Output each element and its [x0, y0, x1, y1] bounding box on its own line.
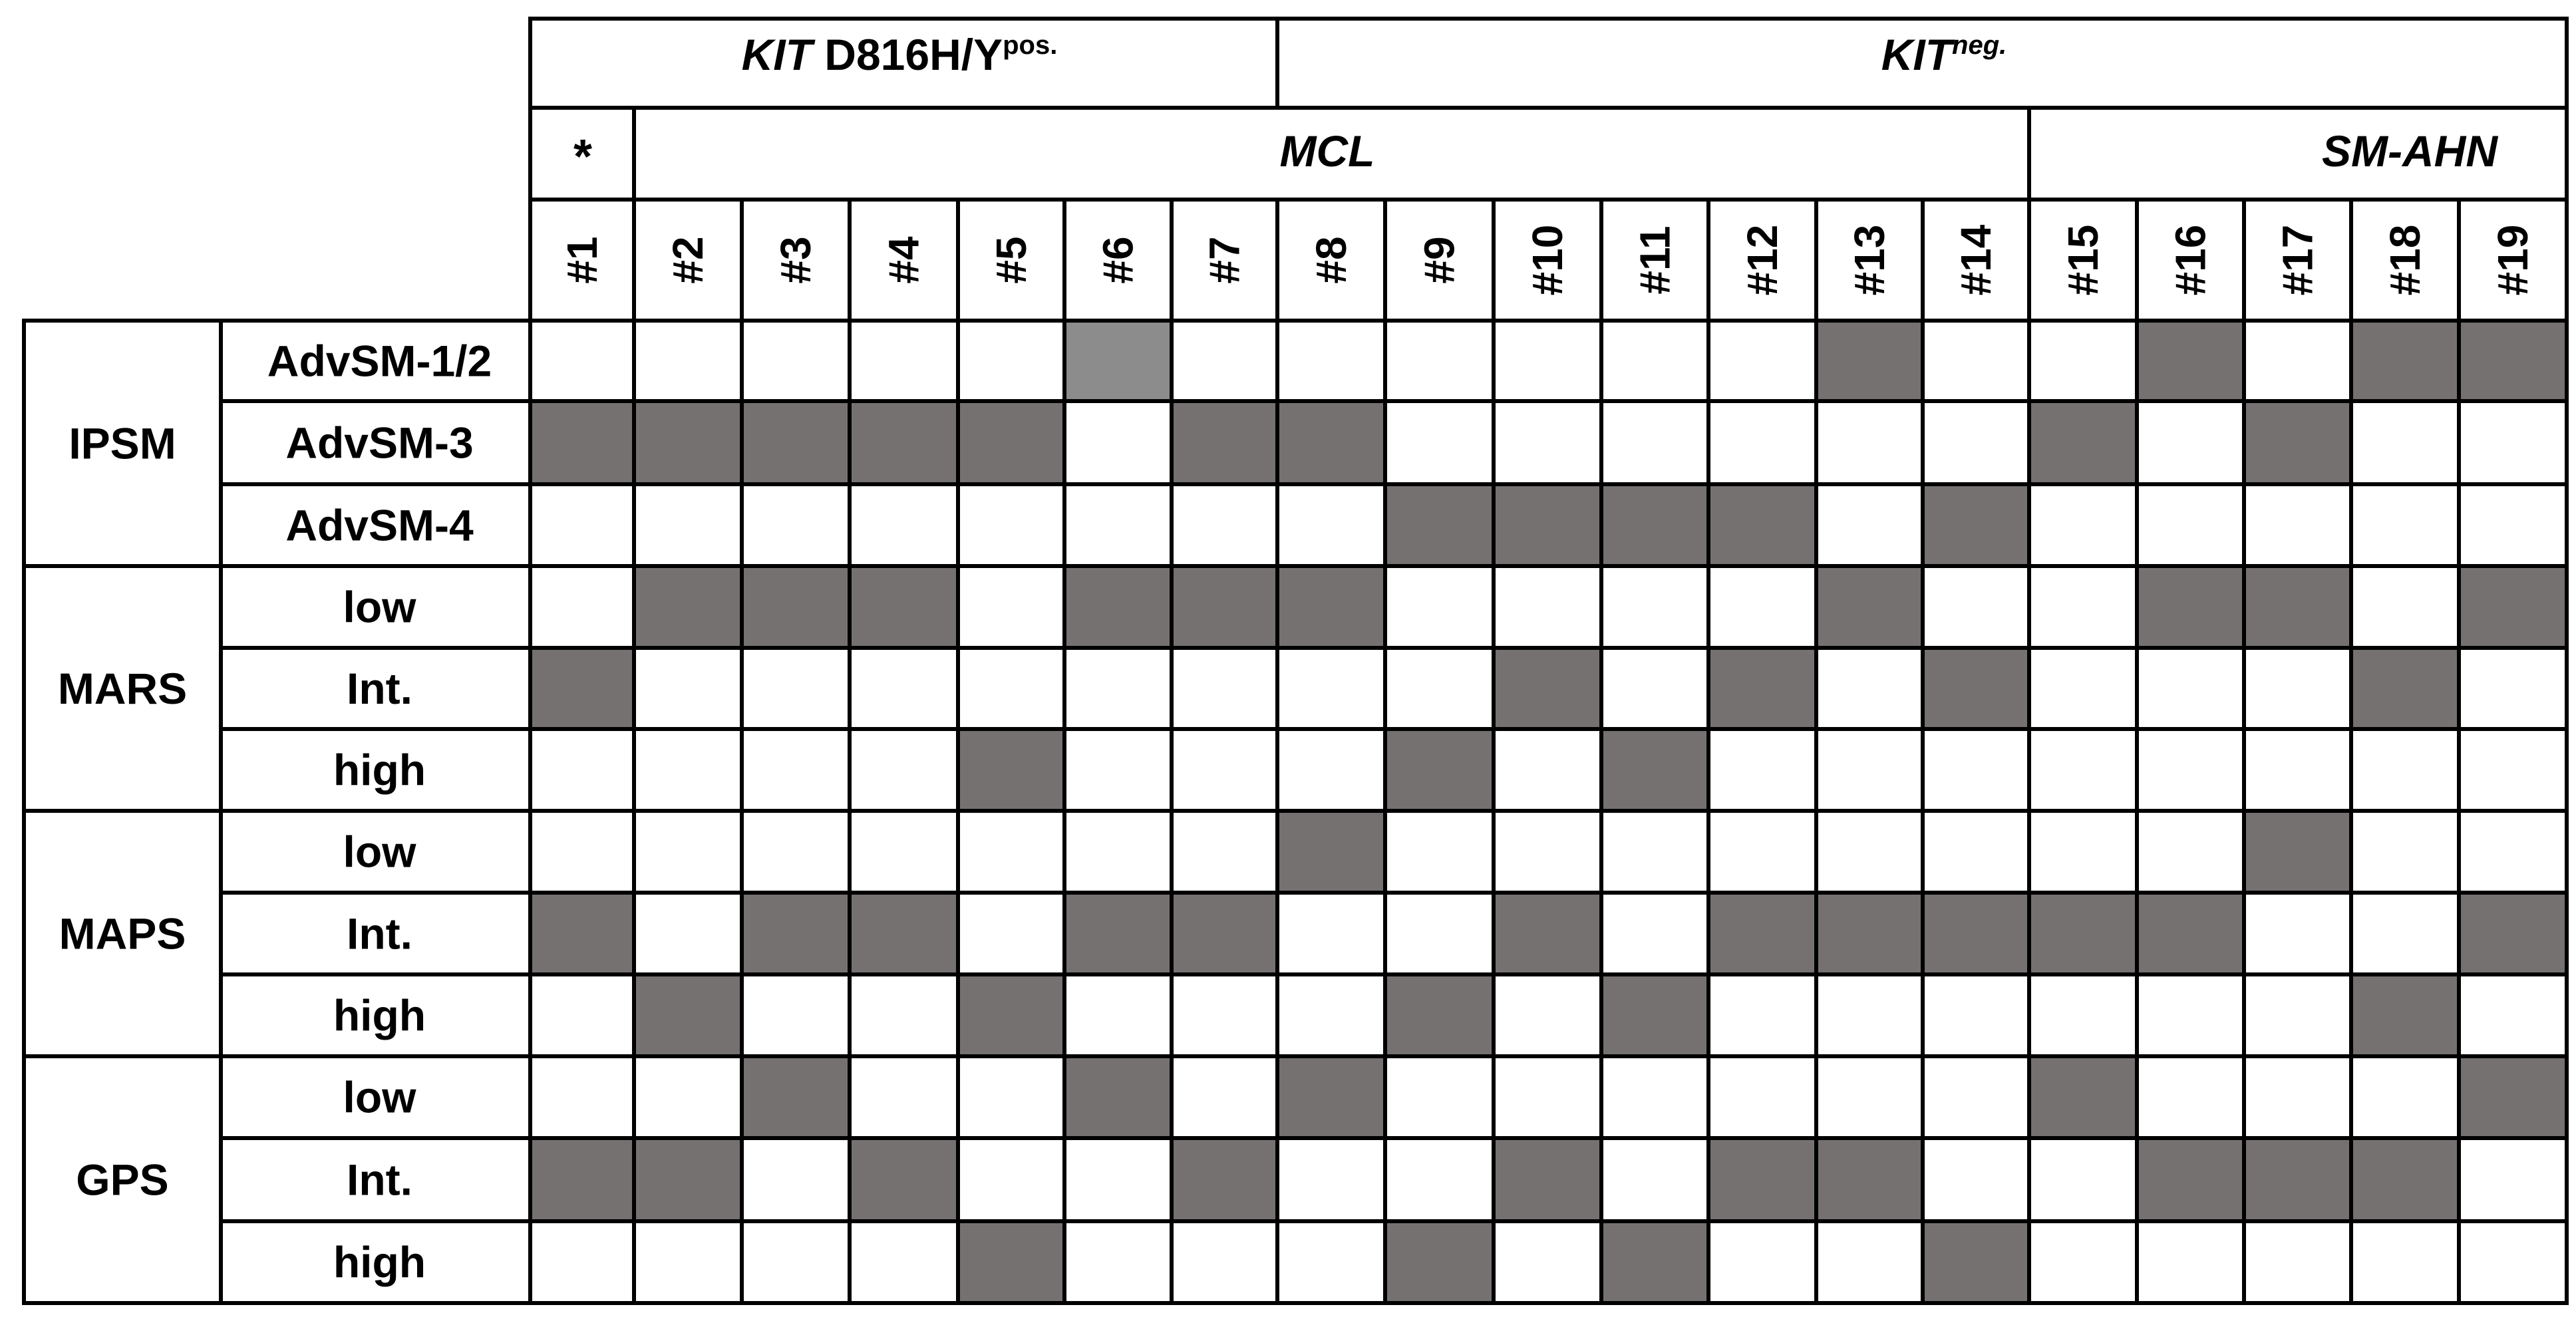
- cell-ipsm-0-4: [850, 321, 958, 401]
- cell-ipsm-2-1: [530, 484, 634, 566]
- cell-maps-2-18: [2351, 974, 2459, 1056]
- cell-gps-2-13: [1816, 1221, 1923, 1303]
- cell-mars-1-2: [634, 648, 742, 729]
- cell-mars-1-15: [2029, 648, 2137, 729]
- cell-gps-2-17: [2244, 1221, 2351, 1303]
- cell-maps-2-5: [958, 974, 1064, 1056]
- cell-gps-0-3: [742, 1056, 850, 1138]
- cell-gps-0-2: [634, 1056, 742, 1138]
- cell-maps-0-15: [2029, 811, 2137, 893]
- row-label: high: [333, 745, 426, 795]
- cell-gps-0-1: [530, 1056, 634, 1138]
- cell-ipsm-1-5: [958, 401, 1064, 484]
- cell-maps-1-2: [634, 893, 742, 974]
- asterisk-header: *: [573, 130, 593, 184]
- cell-ipsm-0-15: [2029, 321, 2137, 401]
- cell-ipsm-2-11: [1601, 484, 1708, 566]
- cell-mars-1-9: [1385, 648, 1494, 729]
- cell-ipsm-1-4: [850, 401, 958, 484]
- cell-gps-2-15: [2029, 1221, 2137, 1303]
- cell-maps-1-10: [1494, 893, 1601, 974]
- cell-maps-0-5: [958, 811, 1064, 893]
- cell-gps-2-4: [850, 1221, 958, 1303]
- cell-maps-0-4: [850, 811, 958, 893]
- cell-maps-2-4: [850, 974, 958, 1056]
- cell-ipsm-2-5: [958, 484, 1064, 566]
- cell-gps-1-8: [1277, 1138, 1385, 1221]
- cell-mars-2-7: [1172, 729, 1277, 811]
- cell-gps-2-3: [742, 1221, 850, 1303]
- cell-ipsm-2-6: [1064, 484, 1172, 566]
- cell-maps-0-8: [1277, 811, 1385, 893]
- cell-maps-0-11: [1601, 811, 1708, 893]
- kit-positive-mutation: D816H/Y: [812, 30, 1003, 79]
- cell-gps-1-16: [2137, 1138, 2244, 1221]
- cell-gps-0-10: [1494, 1056, 1601, 1138]
- cell-mars-2-16: [2137, 729, 2244, 811]
- kit-positive-superscript: pos.: [1003, 31, 1058, 60]
- cell-mars-1-3: [742, 648, 850, 729]
- cell-ipsm-0-7: [1172, 321, 1277, 401]
- case-label: #17: [2273, 224, 2322, 296]
- cell-gps-2-18: [2351, 1221, 2459, 1303]
- cell-gps-0-12: [1708, 1056, 1816, 1138]
- cell-mars-0-10: [1494, 566, 1601, 648]
- cell-gps-0-5: [958, 1056, 1064, 1138]
- cell-gps-1-17: [2244, 1138, 2351, 1221]
- cell-maps-0-7: [1172, 811, 1277, 893]
- cell-maps-2-14: [1923, 974, 2029, 1056]
- cell-mars-2-11: [1601, 729, 1708, 811]
- cell-mars-0-5: [958, 566, 1064, 648]
- cell-mars-2-8: [1277, 729, 1385, 811]
- cell-mars-1-8: [1277, 648, 1385, 729]
- cell-ipsm-0-11: [1601, 321, 1708, 401]
- cell-ipsm-2-12: [1708, 484, 1816, 566]
- row-label: Int.: [347, 1155, 412, 1205]
- cell-gps-1-19: [2459, 1138, 2567, 1221]
- cell-ipsm-2-9: [1385, 484, 1494, 566]
- cell-gps-0-13: [1816, 1056, 1923, 1138]
- cell-mars-0-3: [742, 566, 850, 648]
- cell-maps-1-8: [1277, 893, 1385, 974]
- row-label: AdvSM-1/2: [267, 336, 492, 386]
- cell-maps-2-11: [1601, 974, 1708, 1056]
- cell-gps-0-19: [2459, 1056, 2567, 1138]
- cell-mars-1-1: [530, 648, 634, 729]
- kit-negative-header: [1881, 30, 2007, 79]
- cell-maps-2-13: [1816, 974, 1923, 1056]
- cell-mars-2-17: [2244, 729, 2351, 811]
- cell-gps-1-3: [742, 1138, 850, 1221]
- case-label: #2: [664, 236, 712, 284]
- cell-gps-0-15: [2029, 1056, 2137, 1138]
- kit-positive-header: [742, 30, 1058, 79]
- cell-mars-2-10: [1494, 729, 1601, 811]
- cell-mars-0-13: [1816, 566, 1923, 648]
- row-label: AdvSM-3: [285, 418, 474, 468]
- case-label: #1: [558, 236, 606, 284]
- cell-maps-2-3: [742, 974, 850, 1056]
- cell-gps-0-4: [850, 1056, 958, 1138]
- cell-ipsm-2-14: [1923, 484, 2029, 566]
- cell-ipsm-1-8: [1277, 401, 1385, 484]
- kit-positive-gene: KIT: [741, 30, 812, 79]
- cell-ipsm-1-13: [1816, 401, 1923, 484]
- cell-maps-1-3: [742, 893, 850, 974]
- cell-mars-1-16: [2137, 648, 2244, 729]
- cell-mars-2-9: [1385, 729, 1494, 811]
- cell-ipsm-1-3: [742, 401, 850, 484]
- cell-gps-2-7: [1172, 1221, 1277, 1303]
- cell-mars-0-1: [530, 566, 634, 648]
- cell-ipsm-1-19: [2459, 401, 2567, 484]
- cell-ipsm-1-18: [2351, 401, 2459, 484]
- cell-ipsm-1-16: [2137, 401, 2244, 484]
- cell-ipsm-2-15: [2029, 484, 2137, 566]
- cell-ipsm-2-3: [742, 484, 850, 566]
- group-label: IPSM: [69, 418, 176, 468]
- cell-maps-0-13: [1816, 811, 1923, 893]
- cell-maps-1-16: [2137, 893, 2244, 974]
- group-label: MARS: [57, 664, 188, 713]
- sm-ahn-header: SM-AHN: [2322, 126, 2497, 176]
- cell-mars-0-19: [2459, 566, 2567, 648]
- cell-mars-2-15: [2029, 729, 2137, 811]
- cell-ipsm-1-7: [1172, 401, 1277, 484]
- cell-mars-1-7: [1172, 648, 1277, 729]
- case-label: #15: [2059, 224, 2107, 296]
- cell-maps-1-18: [2351, 893, 2459, 974]
- cell-maps-2-6: [1064, 974, 1172, 1056]
- cell-maps-1-4: [850, 893, 958, 974]
- cell-ipsm-0-13: [1816, 321, 1923, 401]
- cell-ipsm-2-10: [1494, 484, 1601, 566]
- cell-maps-1-1: [530, 893, 634, 974]
- cell-mars-1-13: [1816, 648, 1923, 729]
- cell-gps-1-1: [530, 1138, 634, 1221]
- cell-mars-2-18: [2351, 729, 2459, 811]
- cell-mars-1-11: [1601, 648, 1708, 729]
- cell-ipsm-0-1: [530, 321, 634, 401]
- row-label: low: [343, 1072, 416, 1122]
- cell-gps-0-11: [1601, 1056, 1708, 1138]
- cell-maps-2-2: [634, 974, 742, 1056]
- cell-maps-1-15: [2029, 893, 2137, 974]
- mcl-header: MCL: [1279, 126, 1375, 176]
- cell-maps-0-1: [530, 811, 634, 893]
- cell-gps-2-11: [1601, 1221, 1708, 1303]
- kit-negative-gene: KIT: [1881, 30, 1953, 79]
- row-label: Int.: [347, 664, 412, 713]
- cell-ipsm-1-17: [2244, 401, 2351, 484]
- cell-gps-0-8: [1277, 1056, 1385, 1138]
- case-label: #16: [2166, 224, 2215, 296]
- cell-ipsm-2-13: [1816, 484, 1923, 566]
- cell-gps-1-9: [1385, 1138, 1494, 1221]
- row-label: high: [333, 1237, 426, 1287]
- cell-ipsm-0-5: [958, 321, 1064, 401]
- cell-gps-1-14: [1923, 1138, 2029, 1221]
- cell-ipsm-2-2: [634, 484, 742, 566]
- cell-gps-2-6: [1064, 1221, 1172, 1303]
- case-label: #8: [1307, 236, 1355, 284]
- group-label: GPS: [76, 1155, 169, 1205]
- cell-mars-0-18: [2351, 566, 2459, 648]
- cell-mars-2-1: [530, 729, 634, 811]
- cell-ipsm-0-10: [1494, 321, 1601, 401]
- case-label: #19: [2489, 224, 2537, 296]
- cell-maps-1-19: [2459, 893, 2567, 974]
- cell-gps-2-14: [1923, 1221, 2029, 1303]
- cell-maps-0-16: [2137, 811, 2244, 893]
- cell-gps-0-9: [1385, 1056, 1494, 1138]
- cell-maps-2-16: [2137, 974, 2244, 1056]
- cell-ipsm-1-14: [1923, 401, 2029, 484]
- cell-ipsm-1-1: [530, 401, 634, 484]
- cell-mars-2-12: [1708, 729, 1816, 811]
- cell-ipsm-1-6: [1064, 401, 1172, 484]
- cell-maps-1-7: [1172, 893, 1277, 974]
- cell-ipsm-2-4: [850, 484, 958, 566]
- cell-mars-2-3: [742, 729, 850, 811]
- cell-ipsm-1-9: [1385, 401, 1494, 484]
- cell-ipsm-0-2: [634, 321, 742, 401]
- cell-mars-1-12: [1708, 648, 1816, 729]
- cell-gps-0-17: [2244, 1056, 2351, 1138]
- cell-mars-0-9: [1385, 566, 1494, 648]
- cell-mars-0-11: [1601, 566, 1708, 648]
- cell-ipsm-0-9: [1385, 321, 1494, 401]
- cell-maps-0-17: [2244, 811, 2351, 893]
- cell-maps-1-13: [1816, 893, 1923, 974]
- cell-maps-0-14: [1923, 811, 2029, 893]
- cell-maps-0-6: [1064, 811, 1172, 893]
- cell-mars-0-14: [1923, 566, 2029, 648]
- cell-ipsm-1-12: [1708, 401, 1816, 484]
- cell-ipsm-0-19: [2459, 321, 2567, 401]
- cell-mars-0-2: [634, 566, 742, 648]
- cell-mars-0-8: [1277, 566, 1385, 648]
- cell-mars-0-4: [850, 566, 958, 648]
- cell-maps-2-17: [2244, 974, 2351, 1056]
- cell-maps-1-9: [1385, 893, 1494, 974]
- cell-gps-2-5: [958, 1221, 1064, 1303]
- cell-ipsm-2-8: [1277, 484, 1385, 566]
- case-label: #18: [2381, 224, 2429, 296]
- cell-maps-0-2: [634, 811, 742, 893]
- cell-mars-0-7: [1172, 566, 1277, 648]
- case-label: #14: [1952, 224, 2000, 296]
- cell-maps-2-1: [530, 974, 634, 1056]
- cell-maps-0-10: [1494, 811, 1601, 893]
- cell-maps-1-17: [2244, 893, 2351, 974]
- case-label: #5: [987, 236, 1035, 284]
- cell-ipsm-2-17: [2244, 484, 2351, 566]
- cell-ipsm-1-15: [2029, 401, 2137, 484]
- cell-maps-1-5: [958, 893, 1064, 974]
- cell-maps-2-9: [1385, 974, 1494, 1056]
- cell-maps-2-7: [1172, 974, 1277, 1056]
- cell-ipsm-0-3: [742, 321, 850, 401]
- case-label: #10: [1524, 224, 1571, 296]
- row-label: low: [343, 827, 416, 877]
- cell-gps-0-16: [2137, 1056, 2244, 1138]
- cell-ipsm-1-10: [1494, 401, 1601, 484]
- cell-gps-2-10: [1494, 1221, 1601, 1303]
- cell-gps-1-13: [1816, 1138, 1923, 1221]
- case-label: #3: [772, 236, 820, 284]
- case-label: #6: [1094, 236, 1142, 284]
- cell-ipsm-0-14: [1923, 321, 2029, 401]
- cell-maps-2-15: [2029, 974, 2137, 1056]
- cell-gps-1-2: [634, 1138, 742, 1221]
- cell-maps-2-10: [1494, 974, 1601, 1056]
- cell-maps-1-6: [1064, 893, 1172, 974]
- cell-ipsm-0-17: [2244, 321, 2351, 401]
- cell-gps-2-9: [1385, 1221, 1494, 1303]
- cell-ipsm-1-11: [1601, 401, 1708, 484]
- cell-mars-1-19: [2459, 648, 2567, 729]
- cell-gps-1-10: [1494, 1138, 1601, 1221]
- cell-gps-2-19: [2459, 1221, 2567, 1303]
- cell-maps-0-9: [1385, 811, 1494, 893]
- cell-gps-1-4: [850, 1138, 958, 1221]
- cell-mars-1-6: [1064, 648, 1172, 729]
- case-label: #7: [1200, 236, 1249, 284]
- cell-mars-2-6: [1064, 729, 1172, 811]
- cell-mars-1-17: [2244, 648, 2351, 729]
- cell-mars-2-5: [958, 729, 1064, 811]
- cell-mars-1-14: [1923, 648, 2029, 729]
- cell-mars-1-4: [850, 648, 958, 729]
- cell-gps-0-18: [2351, 1056, 2459, 1138]
- cell-ipsm-2-18: [2351, 484, 2459, 566]
- cell-gps-0-14: [1923, 1056, 2029, 1138]
- cell-maps-0-12: [1708, 811, 1816, 893]
- cell-mars-1-18: [2351, 648, 2459, 729]
- kit-negative-superscript: neg.: [1952, 31, 2007, 60]
- cell-gps-1-15: [2029, 1138, 2137, 1221]
- cell-ipsm-0-18: [2351, 321, 2459, 401]
- row-label: low: [343, 582, 416, 632]
- cell-gps-0-7: [1172, 1056, 1277, 1138]
- group-label: MAPS: [59, 909, 186, 958]
- cell-maps-0-18: [2351, 811, 2459, 893]
- cell-ipsm-2-19: [2459, 484, 2567, 566]
- row-label: high: [333, 990, 426, 1040]
- cell-gps-2-8: [1277, 1221, 1385, 1303]
- cell-gps-2-12: [1708, 1221, 1816, 1303]
- cell-mars-1-5: [958, 648, 1064, 729]
- case-label: #13: [1846, 224, 1893, 296]
- cell-mars-2-14: [1923, 729, 2029, 811]
- cell-gps-1-6: [1064, 1138, 1172, 1221]
- cell-mars-0-17: [2244, 566, 2351, 648]
- cell-mars-0-6: [1064, 566, 1172, 648]
- cell-gps-1-18: [2351, 1138, 2459, 1221]
- cell-gps-1-7: [1172, 1138, 1277, 1221]
- row-label: Int.: [347, 909, 412, 958]
- cell-maps-0-19: [2459, 811, 2567, 893]
- cell-ipsm-0-12: [1708, 321, 1816, 401]
- cell-ipsm-0-8: [1277, 321, 1385, 401]
- cell-mars-0-15: [2029, 566, 2137, 648]
- cell-maps-2-12: [1708, 974, 1816, 1056]
- cell-ipsm-2-16: [2137, 484, 2244, 566]
- cell-mars-2-13: [1816, 729, 1923, 811]
- cell-maps-2-19: [2459, 974, 2567, 1056]
- case-label: #9: [1415, 236, 1464, 284]
- cell-mars-0-16: [2137, 566, 2244, 648]
- cell-mars-2-19: [2459, 729, 2567, 811]
- row-label: AdvSM-4: [285, 500, 474, 550]
- case-label: #11: [1631, 225, 1679, 295]
- cell-gps-0-6: [1064, 1056, 1172, 1138]
- cell-mars-2-4: [850, 729, 958, 811]
- cell-gps-1-11: [1601, 1138, 1708, 1221]
- cell-maps-0-3: [742, 811, 850, 893]
- cell-gps-1-5: [958, 1138, 1064, 1221]
- cell-gps-2-1: [530, 1221, 634, 1303]
- cell-ipsm-1-2: [634, 401, 742, 484]
- cell-maps-1-11: [1601, 893, 1708, 974]
- cell-maps-2-8: [1277, 974, 1385, 1056]
- cell-mars-0-12: [1708, 566, 1816, 648]
- cell-maps-1-12: [1708, 893, 1816, 974]
- cell-ipsm-2-7: [1172, 484, 1277, 566]
- cell-ipsm-0-6: [1064, 321, 1172, 401]
- cell-mars-1-10: [1494, 648, 1601, 729]
- cell-maps-1-14: [1923, 893, 2029, 974]
- cell-gps-1-12: [1708, 1138, 1816, 1221]
- cell-gps-2-2: [634, 1221, 742, 1303]
- case-label: #12: [1738, 224, 1786, 296]
- cell-ipsm-0-16: [2137, 321, 2244, 401]
- case-label: #4: [880, 236, 928, 284]
- cell-mars-2-2: [634, 729, 742, 811]
- cell-gps-2-16: [2137, 1221, 2244, 1303]
